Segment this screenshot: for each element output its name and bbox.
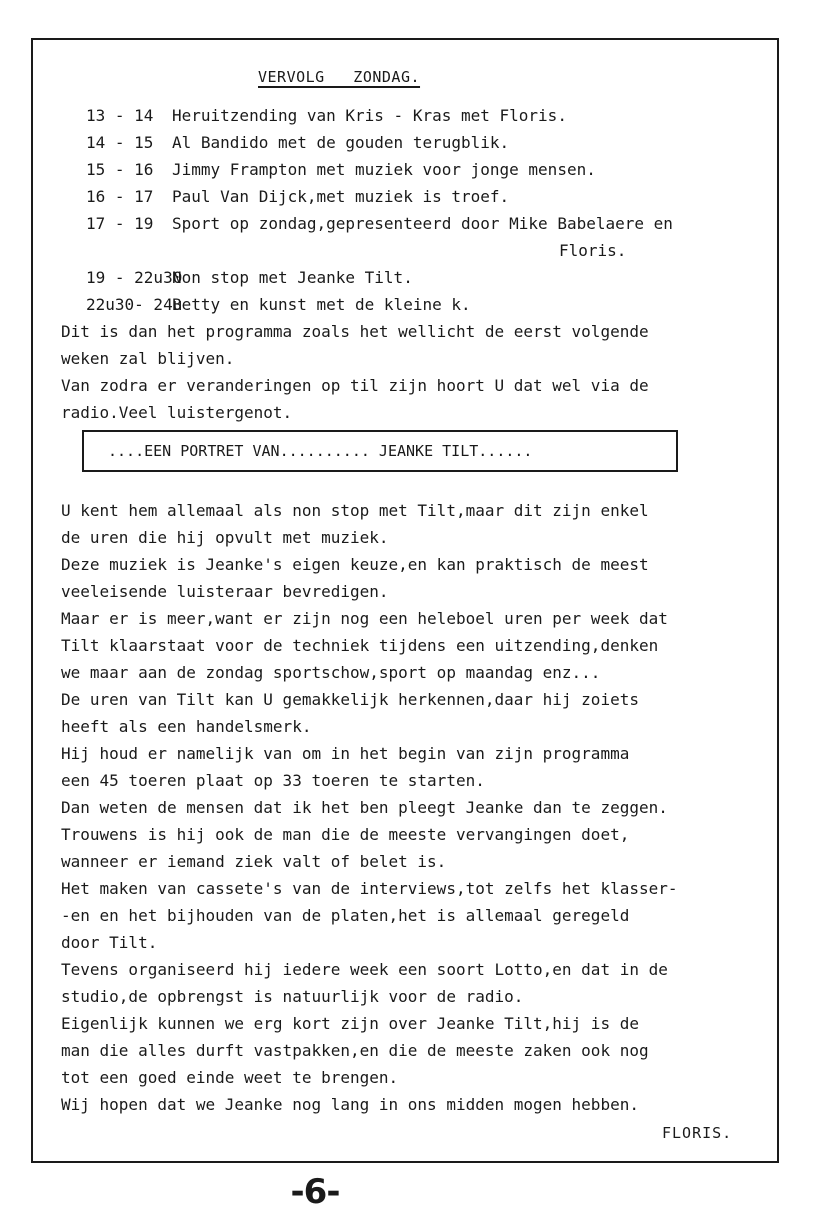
text-line: Wij hopen dat we Jeanke nog lang in ons midden mogen hebben. bbox=[61, 1095, 639, 1114]
author-signature: FLORIS. bbox=[662, 1124, 733, 1142]
schedule-item bbox=[86, 183, 673, 210]
text-line: heeft als een handelsmerk. bbox=[61, 717, 312, 736]
schedule-text: Al Bandido met de gouden terugblik. bbox=[172, 133, 510, 152]
text-line: Dan weten de mensen dat ik het ben pleegt Jeanke dan te zeggen. bbox=[61, 798, 668, 817]
text-line: U kent hem allemaal als non stop met Tilt,maar dit zijn enkel bbox=[61, 501, 649, 520]
text-line: Tevens organiseerd hij iedere week een soort Lotto,en dat in de bbox=[61, 960, 668, 979]
text-line: studio,de opbrengst is natuurlijk voor de radio. bbox=[61, 987, 524, 1006]
schedule-time: 15 - 16 bbox=[86, 160, 154, 179]
schedule-item bbox=[86, 156, 673, 183]
text-line: Het maken van cassete's van de interviews,tot zelfs het klasser- bbox=[61, 879, 678, 898]
schedule-item bbox=[86, 264, 673, 291]
schedule-time: 19 - 22u30 bbox=[86, 268, 183, 287]
schedule-text: Paul Van Dijck,met muziek is troef. bbox=[172, 187, 510, 206]
schedule-text: Non stop met Jeanke Tilt. bbox=[172, 268, 413, 287]
text-line: Hij houd er namelijk van om in het begin van zijn programma bbox=[61, 744, 630, 763]
text-line: tot een goed einde weet te brengen. bbox=[61, 1068, 399, 1087]
text-line: Van zodra er veranderingen op til zijn hoort U dat wel via de bbox=[61, 376, 649, 395]
schedule-text: Betty en kunst met de kleine k. bbox=[172, 295, 471, 314]
portrait-banner: ....EEN PORTRET VAN.......... JEANKE TILT...... bbox=[82, 430, 678, 472]
schedule-text: Heruitzending van Kris - Kras met Floris. bbox=[172, 106, 567, 125]
schedule-time: 22u30- 24u bbox=[86, 295, 183, 314]
text-line: een 45 toeren plaat op 33 toeren te starten. bbox=[61, 771, 485, 790]
text-line: Trouwens is hij ook de man die de meeste vervangingen doet, bbox=[61, 825, 630, 844]
text-line: Dit is dan het programma zoals het wellicht de eerst volgende bbox=[61, 322, 649, 341]
schedule-time: 16 - 17 bbox=[86, 187, 154, 206]
text-line: -en en het bijhouden van de platen,het is allemaal geregeld bbox=[61, 906, 630, 925]
text-line: de uren die hij opvult met muziek. bbox=[61, 528, 389, 547]
article-body bbox=[61, 497, 776, 1118]
text-line: door Tilt. bbox=[61, 933, 158, 952]
text-line: Maar er is meer,want er zijn nog een heleboel uren per week dat bbox=[61, 609, 668, 628]
schedule-item bbox=[86, 129, 673, 156]
text-line: Eigenlijk kunnen we erg kort zijn over Jeanke Tilt,hij is de bbox=[61, 1014, 639, 1033]
text-line: man die alles durft vastpakken,en die de meeste zaken ook nog bbox=[61, 1041, 649, 1060]
schedule-item bbox=[86, 102, 673, 129]
schedule-time: 17 - 19 bbox=[86, 214, 154, 233]
text-line: weken zal blijven. bbox=[61, 349, 235, 368]
text-line: De uren van Tilt kan U gemakkelijk herkennen,daar hij zoiets bbox=[61, 690, 639, 709]
text-line: wanneer er iemand ziek valt of belet is. bbox=[61, 852, 447, 871]
text-line: Tilt klaarstaat voor de techniek tijdens een uitzending,denken bbox=[61, 636, 659, 655]
text-line: Deze muziek is Jeanke's eigen keuze,en kan praktisch de meest bbox=[61, 555, 649, 574]
text-line: we maar aan de zondag sportschow,sport op maandag enz... bbox=[61, 663, 601, 682]
schedule-time: 14 - 15 bbox=[86, 133, 154, 152]
section-heading: VERVOLG ZONDAG. bbox=[258, 68, 421, 86]
schedule-text-continuation: Floris. bbox=[559, 241, 627, 260]
schedule-item bbox=[86, 291, 673, 318]
schedule-item bbox=[86, 210, 673, 264]
program-schedule bbox=[86, 102, 673, 318]
schedule-text: Jimmy Frampton met muziek voor jonge mensen. bbox=[172, 160, 596, 179]
schedule-text: Sport op zondag,gepresenteerd door Mike Babelaere en bbox=[172, 214, 673, 233]
intro-paragraph bbox=[61, 318, 761, 426]
text-line: veeleisende luisteraar bevredigen. bbox=[61, 582, 389, 601]
page-number: -6- bbox=[290, 1172, 340, 1212]
schedule-time: 13 - 14 bbox=[86, 106, 154, 125]
text-line: radio.Veel luistergenot. bbox=[61, 403, 293, 422]
